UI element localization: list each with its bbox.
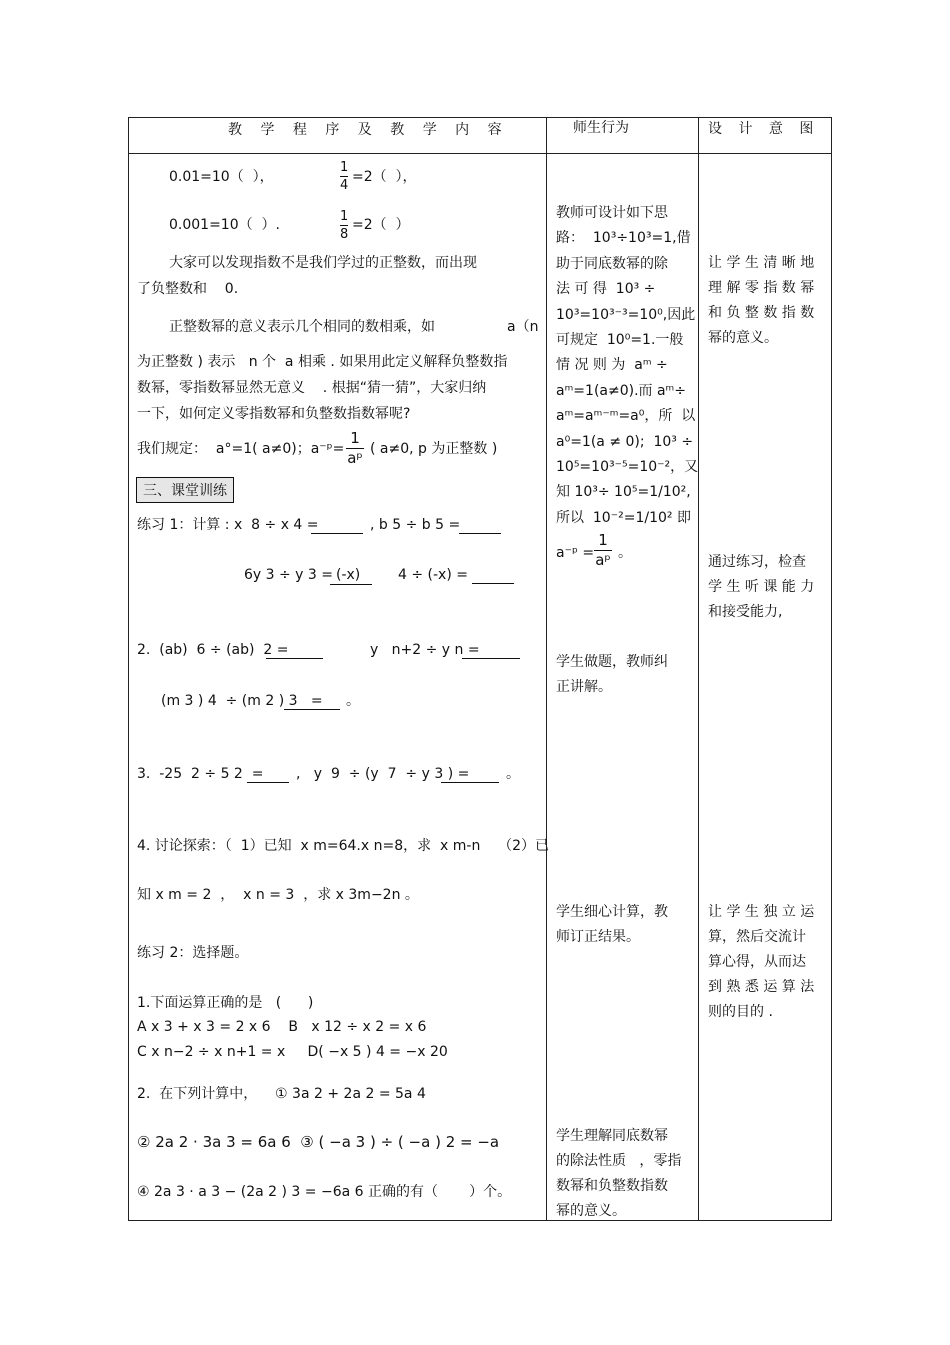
exercise-2: 2. (ab) 6 ÷ (ab) 2 =	[137, 642, 289, 658]
exercise-1: 练习 1：计算 : x 8 ÷ x 4 =	[137, 517, 319, 533]
question-1-options-ab: A x 3 + x 3 = 2 x 6 B x 12 ÷ x 2 = x 6	[137, 1019, 427, 1035]
exercise-4-line-2: 知 x m = 2 ， x n = 3 ，求 x 3m−2n 。	[137, 887, 419, 903]
definition-rule-tail: ( a≠0, p 为正整数 )	[370, 441, 498, 457]
table-right-border	[831, 117, 832, 1221]
c2b1-line: 情 况 则 为 aᵐ ÷	[556, 357, 668, 374]
fraction-one-eighth: 1 8	[340, 209, 349, 242]
paragraph-1-line-2: 了负整数和 0.	[137, 281, 239, 297]
practice-2-heading: 练习 2：选择题。	[137, 945, 249, 961]
exercise-1d: 4 ÷ (-x) =	[398, 567, 468, 583]
table-bottom-border	[128, 1220, 832, 1221]
c2b1-line: 路： 10³÷10³=1,借	[556, 230, 691, 247]
c2b1-line: aᵐ=aᵐ⁻ᵐ=a⁰，所 以	[556, 408, 696, 425]
c2b2-line: 学生做题，教师纠	[556, 654, 668, 670]
c2b4-line: 学生理解同底数幂	[556, 1128, 668, 1144]
c3b1-line: 让 学 生 清 晰 地	[708, 255, 815, 271]
c2b2-line: 正讲解。	[556, 679, 612, 695]
table-header-divider	[128, 153, 832, 154]
c3b1-line: 理 解 零 指 数 幂	[708, 280, 815, 296]
c3b1-line: 幂的意义。	[708, 330, 778, 346]
exercise-3: 3. -25 2 ÷ 5 2 =	[137, 766, 264, 782]
c2b4-line: 幂的意义。	[556, 1203, 626, 1219]
paragraph-2-line-1: 正整数幂的意义表示几个相同的数相乘，如	[169, 319, 435, 335]
table-col-divider-1	[546, 117, 547, 1221]
c3b3-line: 让 学 生 独 立 运	[708, 904, 815, 920]
section-heading-practice: 三、课堂训练	[136, 477, 234, 503]
c2b1-line: aᵐ=1(a≠0).而 aᵐ÷	[556, 382, 687, 399]
behavior-period: 。	[618, 545, 632, 561]
c2b1-line: a⁰=1(a ≠ 0); 10³ ÷	[556, 433, 694, 450]
exercise-line-1b: =2（ ），	[352, 169, 417, 185]
answer-blank-1[interactable]	[311, 521, 363, 534]
period-mark: 。	[346, 693, 360, 709]
paragraph-2-line-4: 一下，如何定义零指数幂和负整数指数幂呢?	[137, 406, 411, 422]
c2b1-line: 法 可 得 10³ ÷	[556, 281, 656, 298]
paragraph-2-line-2: 为正整数 ) 表示 n 个 a 相乘 . 如果用此定义解释负整数指	[137, 354, 508, 370]
behavior-block-1-last: a⁻ᵖ =	[556, 545, 595, 561]
exercise-1c-answer: (-x)	[330, 568, 372, 585]
c3b3-line: 则的目的 .	[708, 1004, 773, 1020]
question-2-item-4: ④ 2a 3 · a 3 − (2a 2 ) 3 = −6a 6 正确的有（ ）个。	[137, 1184, 512, 1200]
paragraph-2-line-1-tail: a（n	[507, 319, 539, 335]
period-mark-2: 。	[506, 766, 520, 782]
exercise-line-2a: 0.001=10（ ）.	[169, 217, 280, 233]
paragraph-2-line-3: 数幂，零指数幂显然无意义 . 根据“猜一猜”，大家归纳	[137, 380, 487, 396]
c2b1-line: 所以 10⁻²=1/10² 即	[556, 509, 691, 526]
exercise-2b: y n+2 ÷ y n =	[370, 642, 480, 658]
table-left-border	[128, 117, 129, 1221]
table-col-divider-2	[698, 117, 699, 1221]
exercise-3b: , y 9 ÷ (y 7 ÷ y 3 ) =	[296, 766, 470, 782]
c2b3-line: 师订正结果。	[556, 929, 640, 945]
exercise-2c: (m 3 ) 4 ÷ (m 2 ) 3 =	[161, 693, 323, 709]
answer-blank-7[interactable]	[247, 770, 289, 783]
table-top-border	[128, 117, 832, 118]
question-1-options-cd: C x n−2 ÷ x n+1 = x D( −x 5 ) 4 = −x 20	[137, 1044, 448, 1060]
answer-blank-5[interactable]	[462, 646, 520, 659]
question-2-items: ② 2a 2 · 3a 3 = 6a 6 ③ ( −a 3 ) ÷ ( −a ) 2 = −a	[137, 1133, 500, 1151]
exercise-line-1a: 0.01=10（ ），	[169, 169, 274, 185]
answer-blank-2[interactable]	[459, 521, 501, 534]
c2b4-line: 的除法性质 ，零指	[556, 1153, 682, 1169]
c3b3-line: 算，然后交流计	[708, 929, 806, 945]
exercise-1c: 6y 3 ÷ y 3 =	[244, 567, 334, 583]
c3b3-line: 到 熟 悉 运 算 法	[708, 979, 815, 995]
c3b3-line: 算心得，从而达	[708, 954, 806, 970]
answer-blank-8[interactable]	[441, 770, 499, 783]
definition-fraction: 1 aᵖ	[347, 429, 363, 467]
fraction-one-quarter: 1 4	[340, 160, 349, 193]
c2b3-line: 学生细心计算，教	[556, 904, 668, 920]
behavior-fraction: 1 aᵖ	[595, 531, 611, 569]
header-behavior: 师生行为	[573, 120, 629, 136]
answer-blank-6[interactable]	[284, 697, 340, 710]
exercise-4-line-1: 4. 讨论探索：（ 1）已知 x m=64.x n=8，求 x m-n （2）已	[137, 838, 550, 854]
c2b1-line: 助于同底数幂的除	[556, 255, 668, 272]
exercise-1b: , b 5 ÷ b 5 =	[370, 517, 461, 533]
c2b4-line: 数幂和负整数指数	[556, 1178, 668, 1194]
c2b1-line: 可规定 10⁰=1.一般	[556, 332, 684, 348]
header-content: 教 学 程 序 及 教 学 内 容	[228, 122, 509, 138]
c3b2-line: 和接受能力,	[708, 604, 783, 620]
paragraph-1-line-1: 大家可以发现指数不是我们学过的正整数，而出现	[169, 255, 477, 271]
answer-blank-3[interactable]	[472, 571, 514, 584]
c3b1-line: 和 负 整 数 指 数	[708, 305, 815, 321]
c2b1-line: 10³=10³⁻³=10⁰,因此	[556, 306, 696, 323]
question-2: 2. 在下列计算中， ① 3a 2 + 2a 2 = 5a 4	[137, 1086, 426, 1102]
c3b2-line: 学 生 听 课 能 力	[708, 579, 815, 595]
c3b2-line: 通过练习，检查	[708, 554, 806, 570]
definition-rule: 我们规定： a°=1( a≠0)；a⁻ᵖ=	[137, 441, 345, 457]
header-intent: 设 计 意 图	[708, 121, 820, 137]
c2b1-line: 知 10³÷ 10⁵=1/10²,	[556, 484, 691, 501]
exercise-line-2b: =2（ ）	[352, 217, 410, 233]
question-1: 1.下面运算正确的是 ( )	[137, 995, 314, 1011]
c2b1-line: 教师可设计如下思	[556, 205, 668, 221]
c2b1-line: 10⁵=10³⁻⁵=10⁻²，又	[556, 459, 699, 475]
answer-blank-4[interactable]	[266, 646, 323, 659]
